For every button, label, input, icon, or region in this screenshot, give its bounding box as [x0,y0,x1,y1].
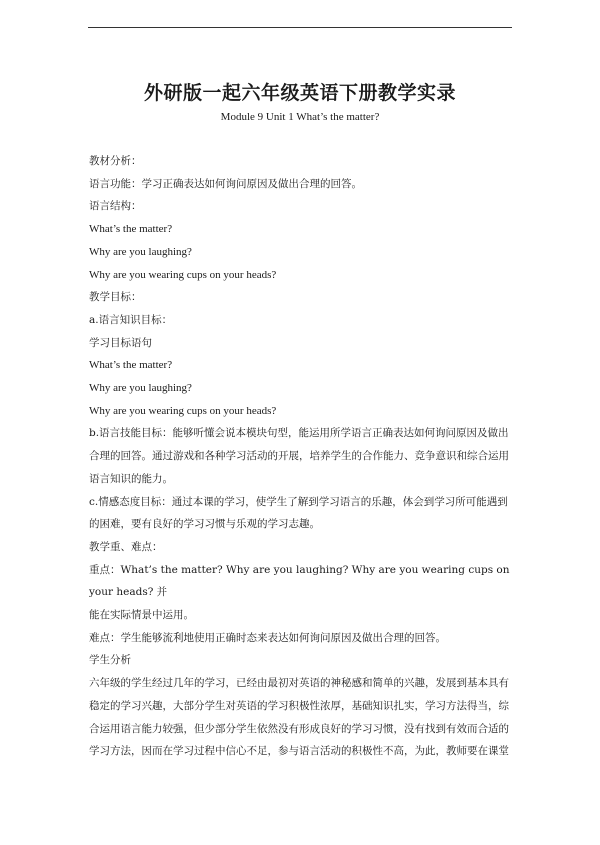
document-body [89,150,515,763]
example-sentence: Why are you wearing cups on your heads? [89,268,277,281]
body-line: 合理的回答。通过游戏和各种学习活动的开展，培养学生的合作能力、竞争意识和综合运用 [89,450,509,463]
body-line: b.语言技能目标：能够听懂会说本模块句型，能运用所学语言正确表达如何询问原因及做出 [89,427,509,440]
body-line: 重点：What’s the matter? Why are you laughing? Why are you wearing cups on your heads? 并 [89,563,510,599]
section-heading: 教学重、难点： [89,540,163,553]
body-line: 语言知识的能力。 [89,472,173,485]
body-line: 稳定的学习兴趣，大部分学生对英语的学习积极性浓厚，基础知识扎实，学习方法得当，综 [89,699,509,712]
subsection-heading: a.语言知识目标： [89,313,173,326]
example-sentence: What’s the matter? [89,223,173,236]
body-line: 六年级的学生经过几年的学习，已经由最初对英语的神秘感和简单的兴趣，发展到基本具有 [89,677,509,690]
header-rule [88,27,512,28]
body-line: 合运用语言能力较强，但少部分学生依然没有形成良好的学习习惯，没有找到有效而合适的 [89,722,509,735]
body-line: c.情感态度目标：通过本课的学习，使学生了解到学习语言的乐趣，体会到学习所可能遇到 [89,495,508,508]
body-line: 语言功能：学习正确表达如何询问原因及做出合理的回答。 [89,177,362,190]
document-title: 外研版一起六年级英语下册教学实录 [143,82,456,104]
example-sentence: Why are you laughing? [89,245,192,258]
example-sentence: What’s the matter? [89,359,173,372]
section-heading: 教材分析： [89,155,142,167]
section-heading: 学生分析 [89,654,131,667]
body-line: 学习方法，因而在学习过程中信心不足，参与语言活动的积极性不高，为此，教师要在课堂 [89,745,509,758]
example-sentence: Why are you laughing? [89,382,192,395]
body-line: 能在实际情景中运用。 [89,609,194,622]
document-subtitle: Module 9 Unit 1 What’s the matter? [220,111,380,123]
example-sentence: Why are you wearing cups on your heads? [89,404,277,417]
section-heading: 语言结构： [89,200,142,213]
body-line: 学习目标语句 [89,336,152,349]
body-line: 难点：学生能够流利地使用正确时态来表达如何询问原因及做出合理的回答。 [89,631,446,644]
section-heading: 教学目标： [89,291,142,304]
body-line: 的困难，要有良好的学习习惯与乐观的学习志趣。 [89,518,320,531]
